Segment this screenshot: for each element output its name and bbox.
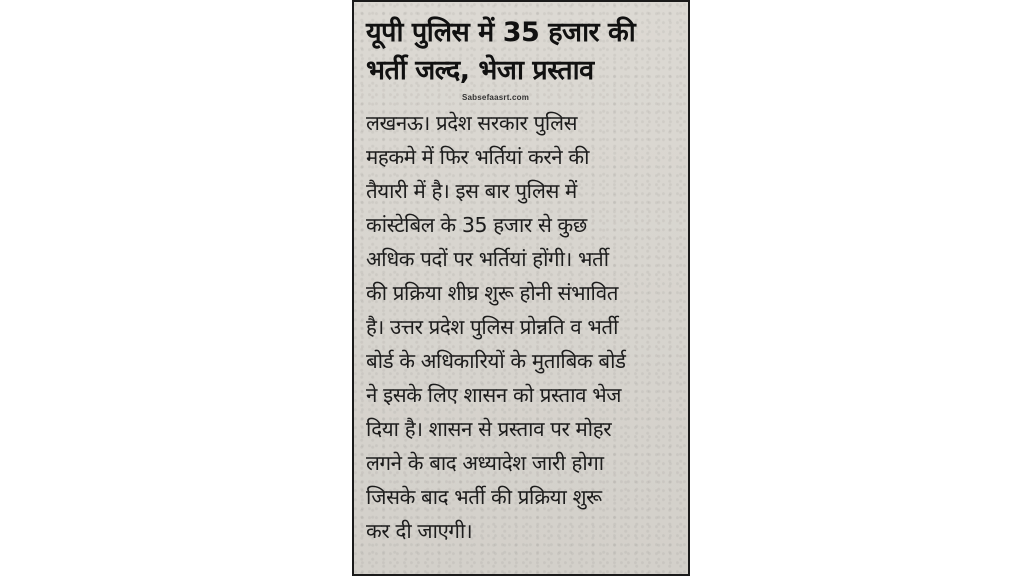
body-line: लखनऊ। प्रदेश सरकार पुलिस (366, 111, 578, 135)
body-line: दिया है। शासन से प्रस्ताव पर मोहर (366, 417, 612, 441)
headline-line-1: यूपी पुलिस में 35 हजार की (366, 17, 636, 48)
body-line: तैयारी में है। इस बार पुलिस में (366, 179, 577, 203)
body-line: की प्रक्रिया शीघ्र शुरू होनी संभावित (366, 281, 619, 305)
body-line: ने इसके लिए शासन को प्रस्ताव भेज (366, 383, 622, 407)
body-line: जिसके बाद भर्ती की प्रक्रिया शुरू (366, 485, 602, 509)
watermark: Sabsefaasrt.com (462, 93, 530, 102)
headline (354, 2, 688, 90)
newspaper-clipping (352, 0, 690, 576)
body-line: है। उत्तर प्रदेश पुलिस प्रोन्नति व भर्ती (366, 315, 618, 339)
body-line: कांस्टेबिल के 35 हजार से कुछ (366, 213, 587, 237)
body-line: महकमे में फिर भर्तियां करने की (366, 145, 590, 169)
body-line: अधिक पदों पर भर्तियां होंगी। भर्ती (366, 247, 609, 271)
article-body (366, 106, 688, 548)
headline-line-2: भर्ती जल्द, भेजा प्रस्ताव (366, 55, 594, 86)
body-line: कर दी जाएगी। (366, 519, 473, 543)
body-line: बोर्ड के अधिकारियों के मुताबिक बोर्ड (366, 349, 626, 373)
body-line: लगने के बाद अध्यादेश जारी होगा (366, 451, 604, 475)
